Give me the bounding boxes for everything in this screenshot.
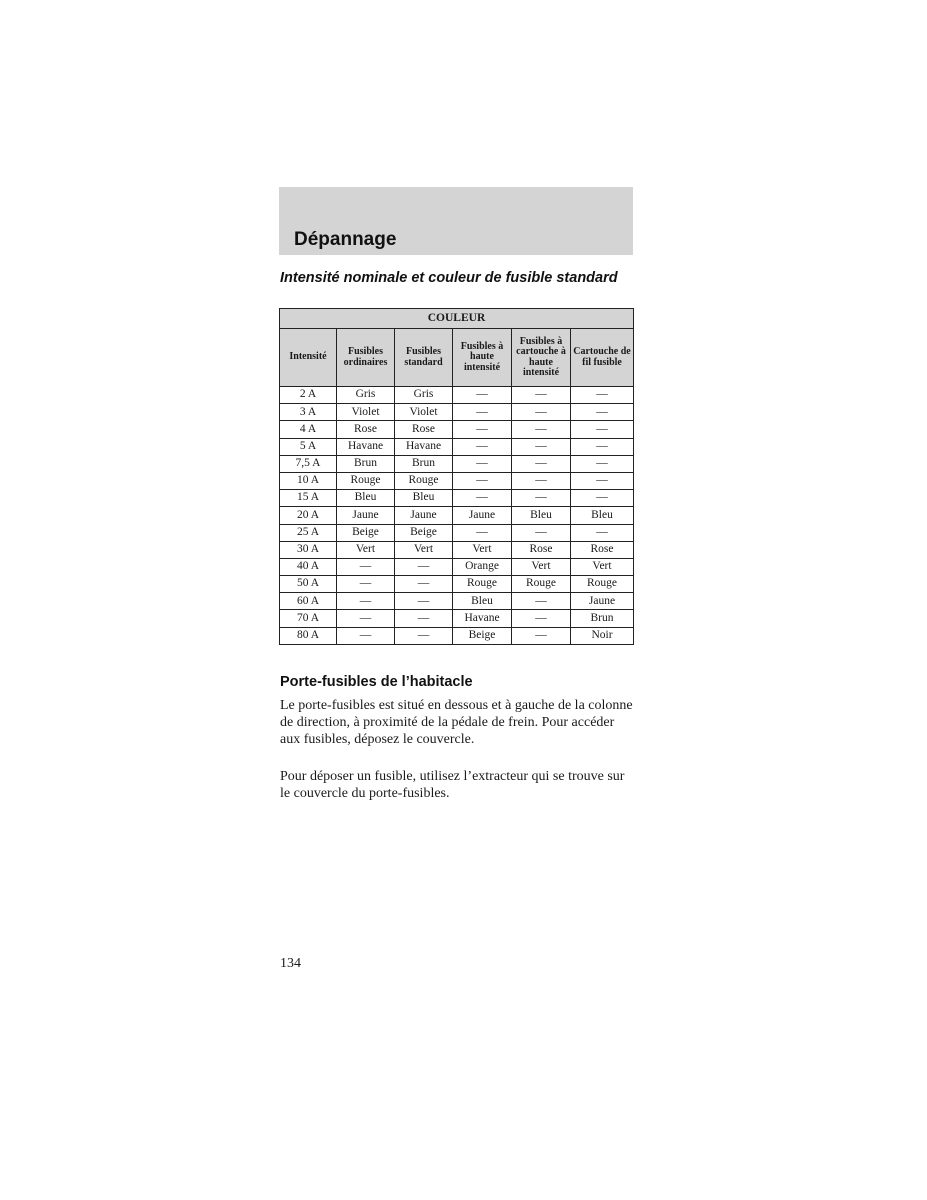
table-cell: Bleu [337, 490, 395, 507]
table-row [280, 558, 634, 575]
table-cell: — [337, 610, 395, 627]
column-header: Intensité [280, 329, 337, 387]
table-cell: — [571, 387, 634, 404]
table-row [280, 541, 634, 558]
table-cell: Brun [571, 610, 634, 627]
table-cell: Rouge [512, 576, 571, 593]
table-cell: Brun [337, 455, 395, 472]
table-cell: — [571, 472, 634, 489]
table-cell: Vert [453, 541, 512, 558]
table-cell: — [395, 593, 453, 610]
table-cell: Rose [512, 541, 571, 558]
table-cell: — [571, 455, 634, 472]
table-cell: Rose [395, 421, 453, 438]
table-cell: Rouge [453, 576, 512, 593]
table-cell: — [453, 524, 512, 541]
table-cell: Bleu [395, 490, 453, 507]
table-cell: Havane [395, 438, 453, 455]
table-row [280, 507, 634, 524]
column-header: Fusibles à haute intensité [453, 329, 512, 387]
table-cell: — [571, 524, 634, 541]
table-cell: 80 A [280, 627, 337, 644]
chapter-header-band [279, 187, 633, 255]
table-cell: Violet [337, 404, 395, 421]
table-cell: 50 A [280, 576, 337, 593]
column-header: Fusibles standard [395, 329, 453, 387]
column-header: Fusibles ordinaires [337, 329, 395, 387]
column-header: Fusibles à cartouche à haute intensité [512, 329, 571, 387]
table-cell: — [337, 627, 395, 644]
table-body [280, 387, 634, 645]
table-cell: 4 A [280, 421, 337, 438]
table-cell: Jaune [395, 507, 453, 524]
table-cell: Havane [453, 610, 512, 627]
table-cell: 30 A [280, 541, 337, 558]
table-cell: Vert [571, 558, 634, 575]
chapter-title: Dépannage [294, 229, 397, 250]
table-cell: Jaune [571, 593, 634, 610]
table-title: Intensité nominale et couleur de fusible standard [280, 270, 618, 286]
table-group-header: COULEUR [280, 309, 634, 329]
table-cell: — [571, 490, 634, 507]
table-cell: — [512, 524, 571, 541]
table-cell: Gris [337, 387, 395, 404]
table-cell: Rouge [571, 576, 634, 593]
table-cell: — [512, 404, 571, 421]
table-cell: — [512, 490, 571, 507]
body-paragraph: Pour déposer un fusible, utilisez l’extracteur qui se trouve sur le couvercle du porte-fusibles. [280, 769, 625, 801]
table-cell: Brun [395, 455, 453, 472]
table-row [280, 524, 634, 541]
table-cell: Gris [395, 387, 453, 404]
table-cell: 25 A [280, 524, 337, 541]
table-row [280, 472, 634, 489]
table-cell: — [453, 421, 512, 438]
table-cell: — [512, 387, 571, 404]
column-header: Cartouche de fil fusible [571, 329, 634, 387]
table-cell: Beige [395, 524, 453, 541]
table-cell: — [453, 387, 512, 404]
table-cell: — [512, 593, 571, 610]
table-cell: — [571, 438, 634, 455]
table-cell: Rose [337, 421, 395, 438]
table-cell: — [571, 421, 634, 438]
table-cell: — [512, 438, 571, 455]
table-row [280, 593, 634, 610]
table-cell: Rouge [395, 472, 453, 489]
table-row [280, 404, 634, 421]
table-cell: Violet [395, 404, 453, 421]
table-row [280, 490, 634, 507]
table-cell: 40 A [280, 558, 337, 575]
table-cell: — [453, 438, 512, 455]
table-cell: Bleu [453, 593, 512, 610]
table-cell: Noir [571, 627, 634, 644]
table-cell: — [395, 627, 453, 644]
table-cell: 15 A [280, 490, 337, 507]
table-cell: Vert [337, 541, 395, 558]
table-cell: — [395, 558, 453, 575]
table-cell: — [512, 455, 571, 472]
table-row [280, 627, 634, 644]
page-number: 134 [280, 956, 301, 971]
table-cell: — [512, 610, 571, 627]
body-paragraph: Le porte-fusibles est situé en dessous et à gauche de la colonne de direction, à proximité de la pédale de frein. Pour accéder aux fusibles, déposez le couvercle. [280, 698, 633, 747]
table-cell: Bleu [512, 507, 571, 524]
table-cell: Orange [453, 558, 512, 575]
table-cell: Vert [395, 541, 453, 558]
table-cell: 60 A [280, 593, 337, 610]
table-cell: — [453, 455, 512, 472]
table-cell: Jaune [337, 507, 395, 524]
table-cell: Vert [512, 558, 571, 575]
table-row [280, 610, 634, 627]
table-cell: Beige [453, 627, 512, 644]
table-cell: — [337, 558, 395, 575]
table-cell: — [453, 404, 512, 421]
table-cell: Jaune [453, 507, 512, 524]
fuse-rating-table [279, 308, 634, 645]
table-row [280, 438, 634, 455]
table-cell: — [337, 576, 395, 593]
table-cell: Rose [571, 541, 634, 558]
table-cell: 20 A [280, 507, 337, 524]
table-cell: Beige [337, 524, 395, 541]
table-row [280, 455, 634, 472]
table-cell: — [512, 421, 571, 438]
table-cell: 3 A [280, 404, 337, 421]
table-cell: — [337, 593, 395, 610]
table-cell: Havane [337, 438, 395, 455]
table-cell: 10 A [280, 472, 337, 489]
table-cell: — [512, 472, 571, 489]
table-row [280, 421, 634, 438]
table-cell: — [453, 472, 512, 489]
table-row [280, 387, 634, 404]
table-cell: — [453, 490, 512, 507]
table-cell: 2 A [280, 387, 337, 404]
section-heading: Porte-fusibles de l’habitacle [280, 674, 473, 690]
table-row [280, 576, 634, 593]
table-cell: 70 A [280, 610, 337, 627]
table-cell: — [512, 627, 571, 644]
table-cell: — [395, 576, 453, 593]
table-cell: 5 A [280, 438, 337, 455]
table-cell: 7,5 A [280, 455, 337, 472]
table-cell: — [571, 404, 634, 421]
table-cell: Rouge [337, 472, 395, 489]
table-cell: Bleu [571, 507, 634, 524]
table-cell: — [395, 610, 453, 627]
